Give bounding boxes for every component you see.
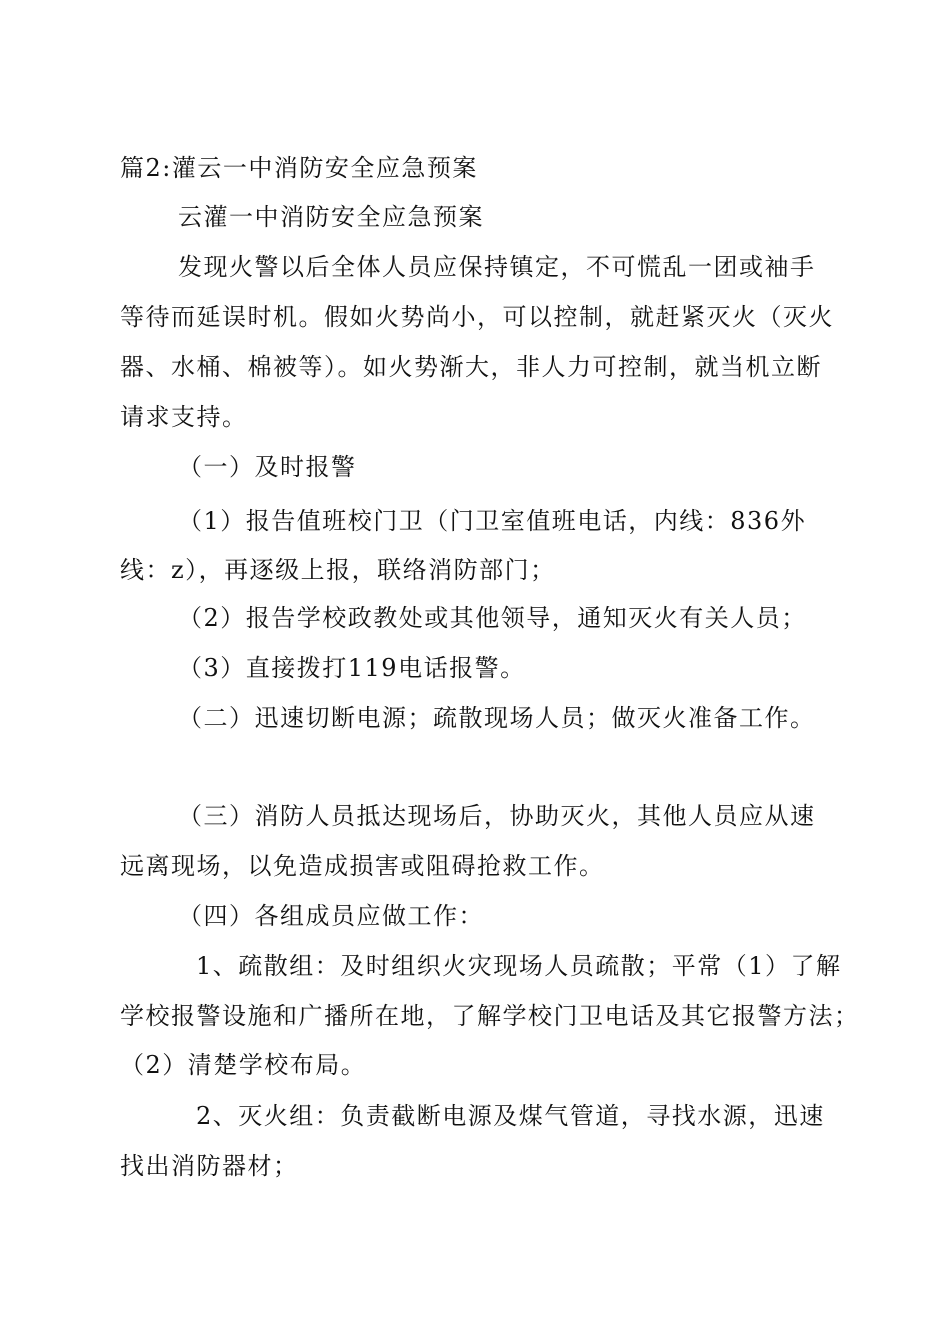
paragraph-line: 远离现场，以免造成损害或阻碍抢救工作。 — [120, 852, 605, 880]
paragraph-line: （三）消防人员抵达现场后，协助灭火，其他人员应从速 — [178, 802, 816, 830]
section-heading: （二）迅速切断电源；疏散现场人员；做灭火准备工作。 — [178, 704, 816, 732]
paragraph-line: 器、水桶、棉被等）。如火势渐大，非人力可控制，就当机立断 — [120, 353, 822, 381]
paragraph-line: 发现火警以后全体人员应保持镇定，不可慌乱一团或袖手 — [178, 253, 816, 281]
paragraph-line: 学校报警设施和广播所在地，了解学校门卫电话及其它报警方法； — [120, 1002, 860, 1030]
paragraph-line: （1）报告值班校门卫（门卫室值班电话，内线：836外 — [178, 507, 807, 535]
paragraph-line: 1、疏散组：及时组织火灾现场人员疏散；平常（1）了解 — [196, 952, 842, 980]
paragraph-line: 请求支持。 — [120, 403, 248, 431]
paragraph-line: 等待而延误时机。假如火势尚小，可以控制，就赶紧灭火（灭火 — [120, 303, 834, 331]
paragraph-line: （3）直接拨打119电话报警。 — [178, 654, 526, 682]
document-heading: 篇2:灌云一中消防安全应急预案 — [120, 154, 478, 182]
paragraph-line: （2）报告学校政教处或其他领导，通知灭火有关人员； — [178, 604, 807, 632]
paragraph-line: 找出消防器材； — [120, 1152, 299, 1180]
paragraph-line: 2、灭火组：负责截断电源及煤气管道，寻找水源，迅速 — [196, 1102, 825, 1130]
section-heading: （一）及时报警 — [178, 453, 357, 481]
section-heading: （四）各组成员应做工作： — [178, 902, 484, 930]
paragraph-line: （2）清楚学校布局。 — [120, 1051, 367, 1079]
paragraph-line: 线：z），再逐级上报，联络消防部门； — [120, 556, 556, 584]
document-subtitle: 云灌一中消防安全应急预案 — [178, 203, 484, 231]
